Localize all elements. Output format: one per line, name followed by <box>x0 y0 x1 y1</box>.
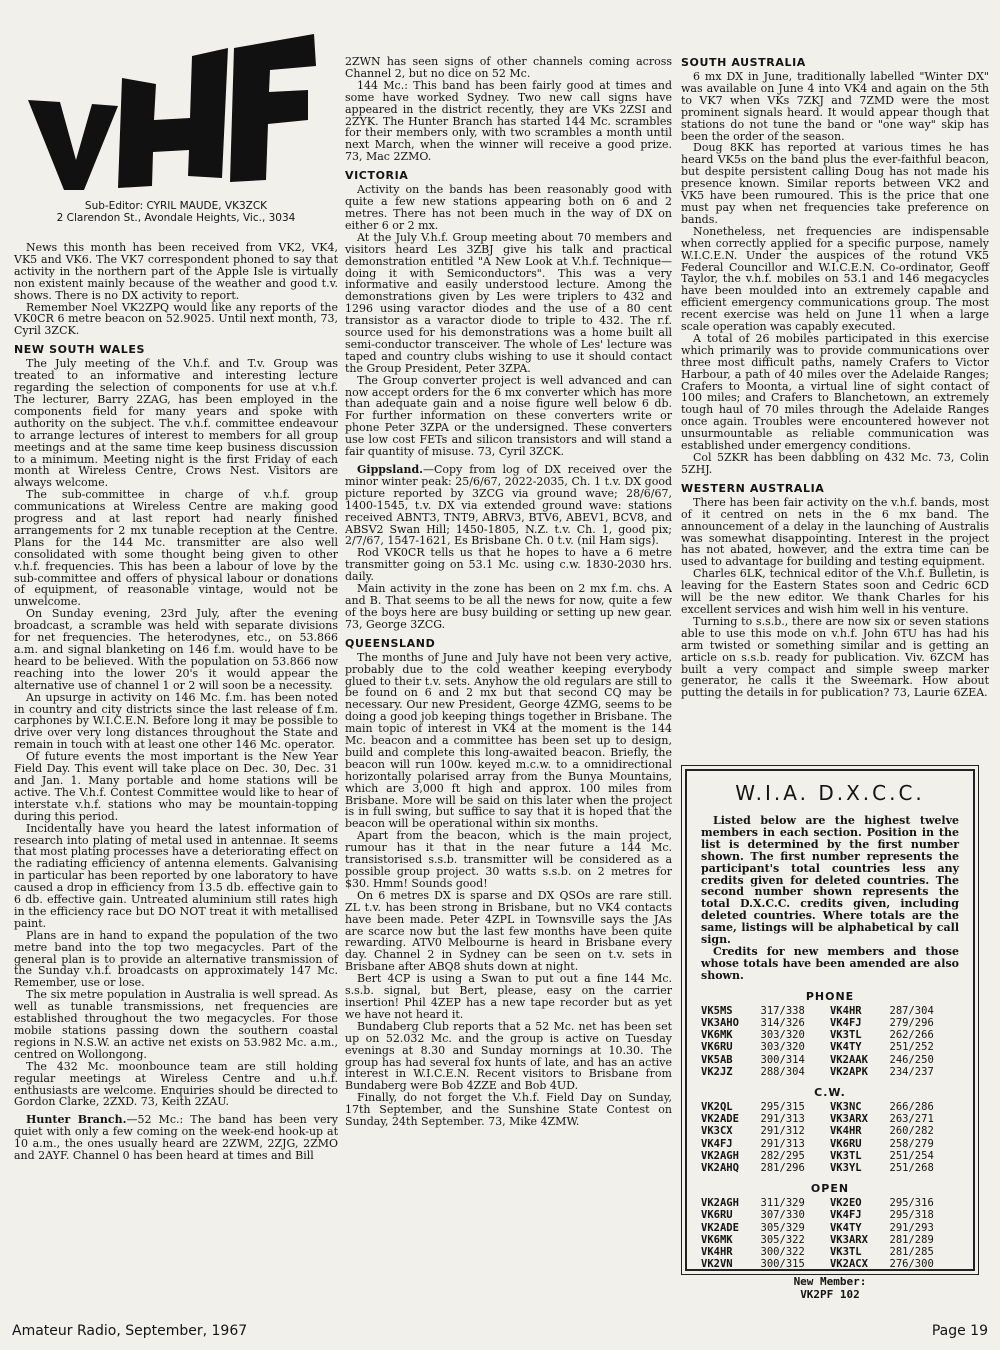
score-cell: 300/322 <box>760 1245 805 1258</box>
section-heading-queensland: QUEENSLAND <box>345 636 436 650</box>
gippsland-paragraph <box>345 464 672 547</box>
call-sign-cell: VK2ADE <box>701 1113 739 1126</box>
nsw-paragraph: An upsurge in activity on 146 Mc. f.m. has been noted in country and city districts since the last release of f.m. carphones by W.I.C.E.N. Before long it may be possible to drive over very long distances throughout the State and remain in touch with at least one other 146 Mc. operator. <box>14 690 338 752</box>
call-sign-cell: VK2AGH <box>701 1197 739 1210</box>
call-sign-cell: VK3ARX <box>829 1233 868 1246</box>
call-sign-cell: VK3TL <box>829 1149 862 1162</box>
victoria-paragraph: At the July V.h.f. Group meeting about 70 members and visitors heard Les 3ZBJ give his talk and practical demonstration entitled "A New Look at V.h.f. Technique—doing it with Semiconductors". This was a very informative and easily understood lecture. Among the demonstrations given by Les were triplers to 432 and 1296 using varactor diodes and the use of a 80 cent transistor as a varactor diode to triple to 432. The r.f. source used for his demonstrations was a home built all semi-conductor transceiver. The whole of Les' lecture was taped and country clubs wishing to use it should contact the Group President, Peter 3ZPA. <box>345 230 672 375</box>
dxcc-section-title: OPEN <box>810 1182 850 1196</box>
score-cell: 281/289 <box>889 1233 934 1246</box>
score-cell: 300/315 <box>760 1258 805 1271</box>
call-sign-cell: VK2JZ <box>701 1065 733 1078</box>
nsw-paragraph: Incidentally have you heard the latest information of research into plating of metal used in antennae. It seems that most plating processes have a deteriorating effect on the radiating efficiency of antenna elements. Galvanising in particular has been reported by one laboratory to have caused a drop in efficiency from 13.5 db. effective gain to 6 db. effective gain. Untreated aluminium still rates high in the efficiency race but DO NOT treat it with metallised paint. <box>14 821 338 930</box>
section-heading-western-australia: WESTERN AUSTRALIA <box>681 481 825 495</box>
queensland-paragraph: The months of June and July have not been very active, probably due to the cold weather keeping everybody glued to their t.v. sets. Anyhow the old regulars are still to be found on 6 and 2 mx but that second CQ may be necessary. Our new President, George 4ZMG, seems to be doing a good job keeping things together in Brisbane. The main topic of interest in VK4 at the moment is the 144 Mc. beacon and a committee has been set up to design, build and complete this long-awaited beacon. Briefly, the beacon will run 100w. keyed m.c.w. to a omnidirectional horizontally polarised array from the Bunya Mountains, which are 3,000 ft high and approx. 100 miles from Brisbane. More will be said on this later when the project is in full swing, but suffice to say that it is hoped that the beacon will be operational within six months. <box>345 650 672 831</box>
table-row <box>701 1113 959 1125</box>
score-cell: 303/320 <box>760 1029 805 1042</box>
score-cell: 288/304 <box>760 1065 805 1078</box>
hunter-paragraph <box>14 1114 338 1162</box>
table-row <box>701 1209 959 1221</box>
call-sign-cell: VK3ARX <box>829 1113 868 1126</box>
call-sign-cell: VK6MK <box>701 1233 733 1246</box>
gippsland-paragraph: Main activity in the zone has been on 2 mx f.m. chs. A and B. That seems to be all the news for now, quite a few of the boys here are busy building or setting up new gear. 73, George 3ZCG. <box>345 582 672 631</box>
call-sign-cell: VK3CX <box>701 1125 733 1138</box>
call-sign-cell: VK3YL <box>829 1161 862 1174</box>
column-2 <box>345 56 672 1128</box>
score-cell: 234/237 <box>889 1065 934 1078</box>
score-cell: 291/312 <box>760 1125 805 1138</box>
call-sign-cell: VK2AHQ <box>701 1161 739 1174</box>
vhf-logo-graphic <box>22 0 322 200</box>
call-sign-cell: VK6RU <box>829 1137 862 1150</box>
score-cell: 317/338 <box>760 1004 805 1017</box>
queensland-paragraph: Apart from the beacon, which is the main project, rumour has it that in the near future a 144 Mc. transistorised s.s.b. transmitter will be considered as a possible group project. 30 watts s.s.b. on 2 metres for $30. Hmm! Sounds good! <box>345 829 672 890</box>
nsw-paragraph: The six metre population in Australia is well spread. As well as tunable transmissions, net frequencies are established throughout the two megacycles. For those mobile stations passing down the southern coastal regions in N.S.W. an active net exists on 53.982 Mc. a.m., centred on Wollongong. <box>14 988 338 1061</box>
score-cell: 282/295 <box>760 1149 805 1162</box>
nsw-paragraph: The sub-committee in charge of v.h.f. group communications at Wireless Centre are making good progress and at last report had nearly finished arrangements for 2 mx tunable reception at the Centre. Plans for the 144 Mc. transmitter are also well consolidated with some thought being given to other v.h.f. frequencies. This has been a labour of love by the sub-committee and offers of physical labour or donations of equipment, of reasonable vintage, would not be unwelcome. <box>14 488 338 609</box>
table-row <box>701 1125 959 1137</box>
table-row <box>701 1246 959 1258</box>
score-cell: 251/252 <box>889 1041 934 1054</box>
queensland-paragraph: Finally, do not forget the V.h.f. Field Day on Sunday, 17th September, and the Sunshine State Contest on Sunday, 24th September. 73, Mike 4ZMW. <box>345 1091 672 1129</box>
nsw-paragraph: The 432 Mc. moonbounce team are still holding regular meetings at Wireless Centre and u.h.f. enthusiasts are welcome. Enquiries should be directed to Gordon Clarke, 2ZXD. 73, Keith 2ZAU. <box>14 1059 338 1109</box>
dxcc-title: W.I.A. D.X.C.C. <box>735 781 925 805</box>
table-row <box>701 1162 959 1174</box>
score-cell: 281/296 <box>760 1161 805 1174</box>
footer-page-number: Page 19 <box>931 1323 988 1339</box>
wa-paragraph: There has been fair activity on the v.h.f. bands, most of it centred on nets in the 6 mx band. The announcement of a delay in the launching of Australis was somewhat disappointing. Interest in the project has not abated, however, and the extra time can be used to advantage for building and testing equipment. <box>681 495 989 569</box>
score-cell: 266/286 <box>889 1100 934 1113</box>
call-sign-cell: VK5AB <box>701 1053 733 1066</box>
gippsland-text: —Copy from log of DX received over the minor winter peak: 25/6/67, 2022-2035, Ch. 1 t.v. DX good picture reported by 3ZCG via ground wave; 28/6/67, 1400-1545, t.v. DX via extended ground wave: stations received ABNT3, TNT9, ABRV3, BTV6, ABEV1, BCV8, and ABSV2 Swan Hill; 1450-1805, N.Z. t.v. Ch. 1, good pix; 2/7/67, 1547-1621, Es Brisbane Ch. 0 t.v. (nil Ham sigs). <box>345 463 672 548</box>
wa-paragraph: Charles 6LK, technical editor of the V.h.f. Bulletin, is leaving for the Eastern States soon and Cedric 6CD will be the new editor. We thank Charles for his excellent services and wish him well in his venture. <box>681 567 989 616</box>
score-cell: 260/282 <box>889 1125 934 1138</box>
call-sign-cell: VK4FJ <box>829 1209 862 1222</box>
score-cell: 311/329 <box>760 1197 805 1210</box>
call-sign-cell: VK3TL <box>829 1029 862 1042</box>
call-sign-cell: VK2EO <box>829 1197 862 1210</box>
call-sign-cell: VK2ADE <box>701 1221 739 1234</box>
call-sign-cell: VK4HR <box>701 1245 733 1258</box>
call-sign-cell: VK2QL <box>701 1100 733 1113</box>
nsw-paragraph: The July meeting of the V.h.f. and T.v. Group was treated to an informative and interesting lecture regarding the selection of components for use at v.h.f. The lecturer, Barry 2ZAG, has been employed in the components field for many years and spoke with authority on the subject. The v.h.f. committee endeavour to arrange lectures of interest to members for all group meetings and at the same time keep business discussion to a minimum. Meeting night is the first Friday of each month at Wireless Centre, Crows Nest. Visitors are always welcome. <box>14 357 338 490</box>
score-cell: 246/250 <box>889 1053 934 1066</box>
hunter-144-paragraph: 144 Mc.: This band has been fairly good at times and some have worked Sydney. Two new call signs have appeared in the district recently, they are VKs 2ZSI and 2ZYK. The Hunter Branch has started 144 Mc. scrambles for their members only, with two scrambles a month until next March, when the winner will receive a good prize. 73, Mac 2ZMO. <box>345 78 672 164</box>
score-cell: 314/326 <box>760 1016 805 1029</box>
call-sign-cell: VK2AAK <box>829 1053 868 1066</box>
score-cell: 279/296 <box>889 1016 934 1029</box>
hunter-continued: 2ZWN has seen signs of other channels coming across Channel 2, but no dice on 52 Mc. <box>345 55 672 80</box>
sa-paragraph: Doug 8KK has reported at various times he has heard VK5s on the band plus the ever-faithful beacon, but despite persistent calling Doug has not made his presence known. Similar reports between VK2 and VK5 have been rumoured. This is the price that one must pay when net frequencies take preference on bands. <box>681 141 989 226</box>
score-cell: 263/271 <box>889 1113 934 1126</box>
table-row <box>701 1017 959 1029</box>
dxcc-intro: Credits for new members and those whose totals have been amended are also shown. <box>701 944 959 982</box>
call-sign-cell: VK6RU <box>701 1041 733 1054</box>
subeditor-address: 2 Clarendon St., Avondale Heights, Vic., 3034 <box>56 212 296 224</box>
call-sign-cell: VK2ACX <box>829 1258 868 1271</box>
section-heading-victoria: VICTORIA <box>345 169 409 183</box>
call-sign-cell: VK4HR <box>829 1004 862 1017</box>
victoria-paragraph: Activity on the bands has been reasonably good with quite a few new stations appearing both on 6 and 2 metres. There has not been much in the way of DX on either 6 or 2 mx. <box>345 183 672 232</box>
gippsland-paragraph: Rod VK0CR tells us that he hopes to have a 6 metre transmitter going on 53.1 Mc. using c.w. 1830-2030 hrs. daily. <box>345 546 672 584</box>
sa-paragraph: Nonetheless, net frequencies are indispensable when correctly applied for a specific purpose, namely W.I.C.E.N. Under the auspices of the rotund VK5 Federal Councillor and W.I.C.E.N. Co-ordinator, Geoff Taylor, the v.h.f. mobiles on 53.1 and 146 megacycles have been moulded into an extremely capable and efficient emergency communications group. The most recent exercise was held on June 11 when a large scale operation was capably executed. <box>681 224 989 334</box>
table-row <box>701 1197 959 1209</box>
queensland-paragraph: On 6 metres DX is sparse and DX QSOs are rare still. ZL t.v. has been strong in Brisbane, but no VK4 contacts have been made. Peter 4ZPL in Townsville says the JAs are scarce now but the last few months have been quite rewarding. ATV0 Melbourne is heard in Brisbane every day. Channel 2 in Sydney can be seen on t.v. sets in Brisbane after ABQ8 shuts down at night. <box>345 888 672 974</box>
score-cell: 295/318 <box>889 1209 934 1222</box>
gippsland-lead: Gippsland. <box>357 463 423 476</box>
dxcc-inner-frame <box>685 769 975 1301</box>
call-sign-cell: VK4FJ <box>701 1137 733 1150</box>
call-sign-cell: VK4TY <box>829 1041 862 1054</box>
call-sign-cell: VK6MK <box>701 1029 733 1042</box>
section-heading-nsw: NEW SOUTH WALES <box>14 343 146 357</box>
subeditor-info <box>14 200 338 224</box>
new-member-label: New Member: <box>793 1275 867 1289</box>
score-cell: 291/313 <box>760 1113 805 1126</box>
column-3 <box>681 56 989 699</box>
dxcc-table <box>701 1197 959 1270</box>
dxcc-intro: Listed below are the highest twelve members in each section. Position in the list is determined by the first number shown. The first number represents the participant's total countries less any credits given for deleted countries. The second number shown represents the total D.X.C.C. credits given, including deleted countries. Where totals are the same, listings will be alphabetical by call sign. <box>701 814 959 947</box>
new-member-block <box>701 1276 959 1301</box>
call-sign-cell: VK5MS <box>701 1004 733 1017</box>
call-sign-cell: VK3TL <box>829 1245 862 1258</box>
footer-publication: Amateur Radio, September, 1967 <box>12 1323 248 1339</box>
call-sign-cell: VK6RU <box>701 1209 733 1222</box>
score-cell: 295/315 <box>760 1100 805 1113</box>
score-cell: 251/254 <box>889 1149 934 1162</box>
score-cell: 281/285 <box>889 1245 934 1258</box>
table-row <box>701 1005 959 1017</box>
nsw-paragraph: Of future events the most important is the New Year Field Day. This event will take place on Dec. 30, Dec. 31 and Jan. 1. Many portable and home stations will be active. The V.h.f. Contest Committee would like to hear of interstate v.h.f. stations who may be mountain-topping during this period. <box>14 750 338 823</box>
score-cell: 300/314 <box>760 1053 805 1066</box>
call-sign-cell: VK4FJ <box>829 1016 862 1029</box>
call-sign-cell: VK3AHO <box>701 1016 739 1029</box>
sa-paragraph: A total of 26 mobiles participated in this exercise which primarily was to provide communications over three most difficult paths, namely Crafers to Victor Harbour, a path of 40 miles over the Adelaide Ranges; Crafers to Moonta, a virtual line of sight contact of 100 miles; and Crafers to Blanchetown, an extremely tough haul of 70 miles through the Adelaide Ranges once again. Troubles were encountered however not unsurmountable as reliable communication was established under emergency conditions. <box>681 331 989 453</box>
score-cell: 295/316 <box>889 1197 934 1210</box>
score-cell: 276/300 <box>889 1258 934 1271</box>
score-cell: 305/329 <box>760 1221 805 1234</box>
sa-paragraph: Col 5ZKR has been dabbling on 432 Mc. 73, Colin 5ZHJ. <box>681 451 989 476</box>
table-row <box>701 1138 959 1150</box>
table-row <box>701 1054 959 1066</box>
dxcc-section-title: PHONE <box>805 989 855 1003</box>
score-cell: 258/279 <box>889 1137 934 1150</box>
score-cell: 303/320 <box>760 1041 805 1054</box>
table-row <box>701 1234 959 1246</box>
nsw-paragraph: Plans are in hand to expand the population of the two metre band into the top two megacycles. Part of the general plan is to provide an alternative transmission of the Sunday v.h.f. broadcasts on approximately 147 Mc. Remember, use or lose. <box>14 928 338 990</box>
score-cell: 251/268 <box>889 1161 934 1174</box>
dxcc-box <box>681 765 979 1301</box>
call-sign-cell: VK2AGH <box>701 1149 739 1162</box>
call-sign-cell: VK4TY <box>829 1221 862 1234</box>
wa-paragraph: Turning to s.s.b., there are now six or seven stations able to use this mode on v.h.f. John 6TU has had his arm twisted or something similar and is getting an article on s.s.b. ready for publication. Viv. 6ZCM has built a very compact and simple sweep marker generator, he calls it the Sweemark. How about putting the details in for publication? 73, Laurie 6ZEA. <box>681 614 989 700</box>
score-cell: 291/313 <box>760 1137 805 1150</box>
call-sign-cell: VK3NC <box>829 1100 862 1113</box>
queensland-paragraph: Bundaberg Club reports that a 52 Mc. net has been set up on 52.032 Mc. and the group is active on Tuesday evenings at 8.30 and Sunday mornings at 10.30. The group has had several fox hunts of late, and has an active interest in W.I.C.E.N. Recent visitors to Brisbane from Bundaberg were Bob 4ZZE and Bob 4UD. <box>345 1019 672 1093</box>
subeditor-name: Sub-Editor: CYRIL MAUDE, VK3ZCK <box>84 200 268 212</box>
section-heading-south-australia: SOUTH AUSTRALIA <box>681 56 806 69</box>
column-1 <box>14 0 338 1162</box>
score-cell: 291/293 <box>889 1221 934 1234</box>
score-cell: 287/304 <box>889 1004 934 1017</box>
new-member-entry: VK2PF 102 <box>800 1287 860 1301</box>
dxcc-sections <box>701 990 959 1271</box>
table-row <box>701 1029 959 1041</box>
dxcc-section-title: C.W. <box>814 1085 846 1099</box>
table-row <box>701 1101 959 1113</box>
table-row <box>701 1066 959 1078</box>
dxcc-table <box>701 1005 959 1078</box>
score-cell: 305/322 <box>760 1233 805 1246</box>
vhf-logo <box>22 0 338 200</box>
intro-paragraph: News this month has been received from VK2, VK4, VK5 and VK6. The VK7 correspondent phoned to say that activity in the northern part of the Apple Isle is virtually non existent mainly because of the weather and good t.v. shows. There is no DX activity to report. <box>14 241 338 302</box>
dxcc-table <box>701 1101 959 1174</box>
queensland-paragraph: Bert 4CP is using a Swan to put out a fine 144 Mc. s.s.b. signal, but Bert, please, easy on the carrier insertion! Phil 4ZEP has a new tape recorder but as yet we have not heard it. <box>345 972 672 1021</box>
hunter-text: —52 Mc.: The band has been very quiet with only a few coming on the week-end hook-up at 10 a.m., the ones usually heard are 2ZWM, 2ZJG, 2ZMO and 2AYF. Channel 0 has been heard at times and Bill <box>14 1113 338 1163</box>
call-sign-cell: VK4HR <box>829 1125 862 1138</box>
table-row <box>701 1150 959 1162</box>
score-cell: 307/330 <box>760 1209 805 1222</box>
table-row <box>701 1258 959 1270</box>
table-row <box>701 1041 959 1053</box>
table-row <box>701 1222 959 1234</box>
score-cell: 262/266 <box>889 1029 934 1042</box>
nsw-paragraph: On Sunday evening, 23rd July, after the evening broadcast, a scramble was held with separate divisions for net frequencies. The heterodynes, etc., on 53.866 a.m. and signal blanketing on 146 f.m. would have to be heard to be believed. With the population on 53.866 now reaching into the lower 20's it would appear the alternative use of channel 1 or 2 will soon be a necessity. <box>14 607 338 692</box>
sa-paragraph: 6 mx DX in June, traditionally labelled "Winter DX" was available on June 4 into VK4 and again on the 5th to VK7 when VKs 7ZKJ and 7ZMD were the most prominent signals heard. It would appear though that stations do not tune the band or "one way" skip has been the order of the season. <box>681 70 989 143</box>
call-sign-cell: VK2APK <box>829 1065 868 1078</box>
intro-paragraph: Remember Noel VK2ZPQ would like any reports of the VK0CR 6 metre beacon on 52.9025. Until next month, 73, Cyril 3ZCK. <box>14 300 338 338</box>
victoria-paragraph: The Group converter project is well advanced and can now accept orders for the 6 mx converter which has more than adequate gain and a noise figure well below 6 db. For further information on these converters write or phone Peter 3ZPA or the undersigned. These converters use low cost FETs and silicon transistors and will stand a fair quantity of misuse. 73, Cyril 3ZCK. <box>345 373 672 459</box>
hunter-lead: Hunter Branch. <box>26 1113 127 1127</box>
call-sign-cell: VK2VN <box>701 1258 733 1271</box>
